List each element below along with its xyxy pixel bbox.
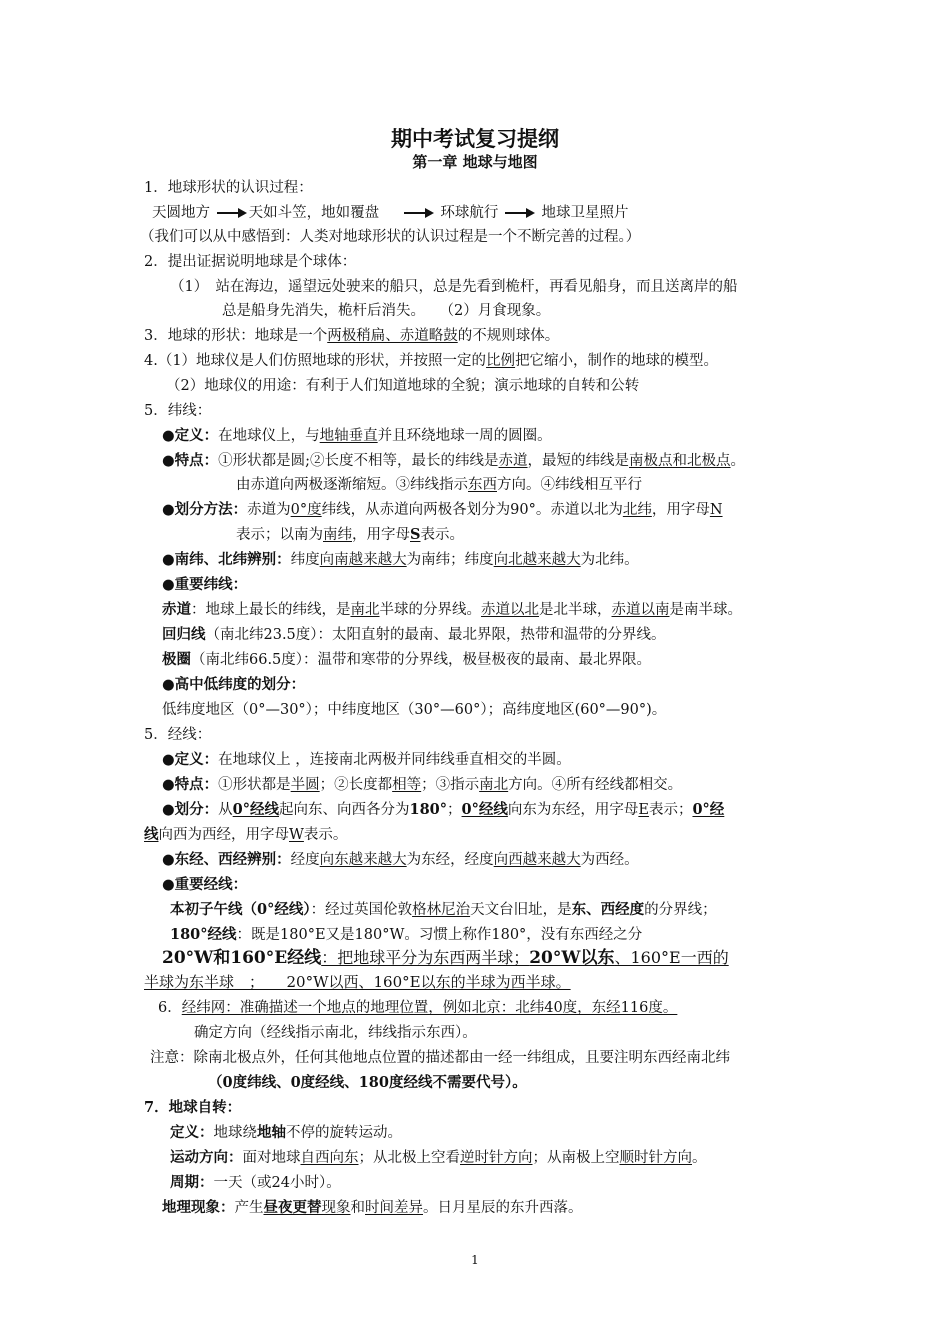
label: 周期： xyxy=(170,1174,214,1191)
label: 20°W和160°E经线 xyxy=(162,948,322,968)
underlined-term: 比例 xyxy=(486,353,516,369)
flow-step-3: 环球航行 xyxy=(440,205,499,221)
label: ●东经、西经辨别： xyxy=(162,851,291,868)
underlined-term: 逆时针方向 xyxy=(460,1150,533,1166)
text: ，最短的纬线是 xyxy=(527,453,630,469)
underlined-term: 向东越来越大 xyxy=(319,852,407,868)
label: ●定义： xyxy=(162,751,219,768)
text: 不停的旋转运动。 xyxy=(286,1125,402,1141)
text: ，用字母 xyxy=(352,527,410,543)
section-2-line-2: 总是船身先消失，桅杆后消失。 （2）月食现象。 xyxy=(222,303,551,319)
underlined-term: W xyxy=(289,827,304,843)
latitude-definition xyxy=(162,426,552,446)
arrow-right-icon xyxy=(404,208,434,218)
underlined-term: 0°度 xyxy=(290,502,322,518)
latitude-division-2 xyxy=(236,525,464,545)
longitude-division-2 xyxy=(144,825,347,845)
text: 是南半球。 xyxy=(669,602,742,618)
section-2-heading: 2．提出证据说明地球是个球体： xyxy=(144,254,357,270)
text: 为东经，经度 xyxy=(406,852,494,868)
text: 纬度 xyxy=(290,552,320,568)
underlined-term: 地轴垂直 xyxy=(319,428,378,444)
section-1-note: （我们可以从中感悟到：人类对地球形状的认识过程是一个不断完善的过程。） xyxy=(140,229,641,245)
underlined-term: 0°经线 xyxy=(232,801,279,818)
underlined-term: 经纬网：准确描述一个地点的地理位置，例如北京：北纬40度，东经116度。 xyxy=(181,1000,678,1016)
text: 4.（1）地球仪是人们仿照地球的形状，并按照一定的 xyxy=(144,353,487,369)
underlined-term: 两极稍扁、赤道略鼓 xyxy=(327,328,458,344)
label: 地理现象： xyxy=(162,1199,235,1216)
hemisphere-line xyxy=(162,948,729,968)
label: 极圈 xyxy=(162,651,191,668)
underlined-term: 20°W以东 xyxy=(529,948,615,968)
text: 180° xyxy=(409,801,448,818)
text: 从 xyxy=(218,802,233,818)
text: ①形状都是圆;②长度不相等，最长的纬线是 xyxy=(218,453,499,469)
text: 由赤道向两极逐渐缩短。③纬线指示 xyxy=(236,477,468,493)
section-4-line-2: （2）地球仪的用途：有利于人们知道地球的全貌；演示地球的自转和公转 xyxy=(166,378,640,394)
text: 。 xyxy=(730,453,746,469)
text: 纬线，从赤道向两极各划分为90°。赤道以北为 xyxy=(321,502,623,518)
important-longitudes-heading: ●重要经线： xyxy=(162,876,248,893)
underlined-term: 线 xyxy=(144,826,159,843)
text: 地球绕 xyxy=(213,1125,257,1141)
text: ；②长度都 xyxy=(319,777,393,793)
label: 回归线 xyxy=(162,626,206,643)
underlined-term: 向西越来越大 xyxy=(493,852,581,868)
text: ①形状都是 xyxy=(218,777,291,793)
text: 表示。 xyxy=(303,827,348,843)
section-2-line-1: （1） 站在海边，遥望远处驶来的船只，总是先看到桅杆，再看见船身，而且送离岸的船 xyxy=(170,279,738,295)
text: 。日月星辰的东升西落。 xyxy=(423,1200,583,1216)
text: 并且环绕地球一周的圆圈。 xyxy=(377,428,552,444)
latitude-division xyxy=(162,500,723,520)
flow-step-1: 天圆地方 xyxy=(152,205,210,221)
text: 把它缩小，制作的地球的模型。 xyxy=(515,353,719,369)
underlined-term: 半圆 xyxy=(290,777,320,793)
text: 是北半球， xyxy=(539,602,612,618)
text: 的分界线； xyxy=(644,902,717,918)
section-1-heading: 1．地球形状的认识过程： xyxy=(144,180,313,196)
label: ●划分方法： xyxy=(162,501,248,518)
underlined-term: 赤道以南 xyxy=(611,602,670,618)
text: （南北纬66.5度）：温带和寒带的分界线，极昼极夜的最南、最北界限。 xyxy=(191,652,652,668)
label: ●定义： xyxy=(162,427,219,444)
text: 起向东、向西各分为 xyxy=(279,802,410,818)
underlined-term: 昼夜更替 xyxy=(263,1199,322,1216)
text: 半球的分界线。 xyxy=(379,602,481,618)
label: ●特点： xyxy=(162,776,219,793)
flow-row xyxy=(152,203,629,223)
text: 向东为东经，用字母 xyxy=(507,802,639,818)
arrow-right-icon xyxy=(217,208,247,218)
text: ：既是180°E又是180°W。习惯上称作180°，没有东西经之分 xyxy=(236,927,643,943)
underlined-term: 顺时针方向 xyxy=(619,1150,692,1166)
grid-note-2: （0度纬线、0度经线、180度经线不需要代号）。 xyxy=(208,1074,527,1091)
longitude-definition xyxy=(162,750,571,770)
polar-circle-line xyxy=(162,650,651,670)
text: 方向。④纬线相互平行 xyxy=(497,477,642,493)
arrow-right-icon xyxy=(505,208,535,218)
underlined-term: 南北 xyxy=(350,602,380,618)
text: 为南纬；纬度 xyxy=(406,552,494,568)
underlined-term: 格林尼治 xyxy=(412,902,471,918)
text: 面对地球 xyxy=(242,1150,301,1166)
meridian-180-line xyxy=(170,925,642,945)
important-latitudes-heading: ●重要纬线： xyxy=(162,576,248,593)
text: 为西经。 xyxy=(580,852,639,868)
underlined-term: 0°经 xyxy=(692,801,725,818)
underlined-term: 赤道以北 xyxy=(481,602,539,618)
underlined-term: 赤道 xyxy=(498,453,528,469)
underlined-term: N xyxy=(709,502,723,518)
document-title: 期中考试复习提纲 xyxy=(391,126,559,151)
label: 定义： xyxy=(170,1124,214,1141)
text: 在地球仪上，与 xyxy=(218,428,320,444)
underlined-term: 现象 xyxy=(321,1200,351,1216)
underlined-term: 、160°E一西的 xyxy=(614,948,729,967)
text: 方向。④所有经线都相交。 xyxy=(508,777,683,793)
grid-line-1 xyxy=(158,998,677,1018)
label: 本初子午线（0°经线） xyxy=(170,901,311,918)
text: ；从北极上空看 xyxy=(358,1150,460,1166)
page-number: 1 xyxy=(471,1253,479,1267)
underlined-term: 北纬 xyxy=(622,502,652,518)
label: 赤道 xyxy=(162,601,191,618)
longitude-division xyxy=(162,800,724,820)
longitude-ew-distinction xyxy=(162,850,639,870)
latitude-traits xyxy=(162,451,745,471)
text: 一天（或24小时）。 xyxy=(213,1175,341,1191)
text: 经度 xyxy=(290,852,320,868)
section-longitude-heading: 5．经线： xyxy=(144,727,212,743)
label: ●南纬、北纬辨别： xyxy=(162,551,291,568)
text: ； xyxy=(447,802,462,818)
text: 东、西经度 xyxy=(571,901,645,918)
latitude-zone-heading: ●高中低纬度的划分： xyxy=(162,676,306,693)
equator-line xyxy=(162,600,742,620)
text: 产生 xyxy=(234,1200,264,1216)
text: 天文台旧址，是 xyxy=(470,902,572,918)
text: （南北纬23.5度）：太阳直射的最南、最北界限，热带和温带的分界线。 xyxy=(205,627,666,643)
grid-note: 注意：除南北极点外，任何其他地点位置的描述都由一经一纬组成，且要注明东西经南北纬 xyxy=(150,1050,730,1066)
label: ●划分： xyxy=(162,801,219,818)
text: 和 xyxy=(350,1200,365,1216)
prime-meridian-line xyxy=(170,900,717,920)
text: 表示；以南为 xyxy=(236,527,323,543)
grid-line-2: 确定方向（经线指示南北，纬线指示东西）。 xyxy=(194,1025,477,1041)
hemisphere-line-2: 半球为东半球 ； 20°W以西、160°E以东的半球为西半球。 xyxy=(144,973,571,991)
latitude-zone-line: 低纬度地区（0°—30°）；中纬度地区（30°—60°）；高纬度地区(60°—90°)。 xyxy=(162,702,667,718)
underlined-term: 南极点和北极点 xyxy=(629,453,731,469)
text: ：经过英国伦敦 xyxy=(310,902,413,918)
text: 6． xyxy=(158,1000,182,1016)
text: 为北纬。 xyxy=(580,552,639,568)
chapter-title: 第一章 地球与地图 xyxy=(412,153,538,171)
text: 地轴 xyxy=(257,1124,286,1141)
label: 运动方向： xyxy=(170,1149,243,1166)
label: 180°经线 xyxy=(170,926,237,943)
underlined-term: 南北 xyxy=(479,777,509,793)
underlined-term: 0°经线 xyxy=(461,801,508,818)
underlined-term: 时间差异 xyxy=(365,1200,423,1216)
text: 。 xyxy=(692,1150,707,1166)
underlined-term: 向北越来越大 xyxy=(493,552,581,568)
section-5-heading: 5．纬线： xyxy=(144,403,212,419)
underlined-term: 自西向东 xyxy=(300,1150,359,1166)
label: ●特点： xyxy=(162,452,219,469)
underlined-term: 向南越来越大 xyxy=(319,552,407,568)
rotation-direction xyxy=(170,1148,707,1168)
underlined-term: E xyxy=(638,802,649,818)
latitude-ns-distinction xyxy=(162,550,639,570)
underlined-term: 南纬 xyxy=(323,527,352,543)
text: 向西为西经，用字母 xyxy=(158,827,289,843)
underlined-term: 东西 xyxy=(468,477,497,493)
section-4-line-1 xyxy=(144,351,718,371)
underlined-term: S xyxy=(410,526,421,543)
rotation-phenomena xyxy=(162,1198,583,1218)
text: 表示。 xyxy=(420,527,464,543)
text: ，用字母 xyxy=(651,502,710,518)
text: 表示； xyxy=(648,802,693,818)
section-3-line xyxy=(144,326,559,346)
text: 3．地球的形状：地球是一个 xyxy=(144,328,328,344)
text: ；③指示 xyxy=(421,777,480,793)
flow-step-4: 地球卫星照片 xyxy=(541,205,629,221)
text: ；从南极上空 xyxy=(532,1150,620,1166)
text: 赤道为 xyxy=(247,502,291,518)
latitude-traits-2 xyxy=(236,475,642,495)
text: ：把地球平分为东西两半球； xyxy=(321,948,530,967)
text: 在地球仪上 ，连接南北两极并同纬线垂直相交的半圆。 xyxy=(218,752,571,768)
underlined-term: 相等 xyxy=(392,777,422,793)
text: ：地球上最长的纬线，是 xyxy=(191,602,351,618)
longitude-traits xyxy=(162,775,682,795)
flow-step-2: 天如斗笠，地如覆盘 xyxy=(248,205,380,221)
tropic-line xyxy=(162,625,666,645)
rotation-period xyxy=(170,1173,341,1193)
text: 的不规则球体。 xyxy=(457,328,560,344)
rotation-definition xyxy=(170,1123,402,1143)
rotation-heading: 7．地球自转： xyxy=(144,1099,242,1116)
